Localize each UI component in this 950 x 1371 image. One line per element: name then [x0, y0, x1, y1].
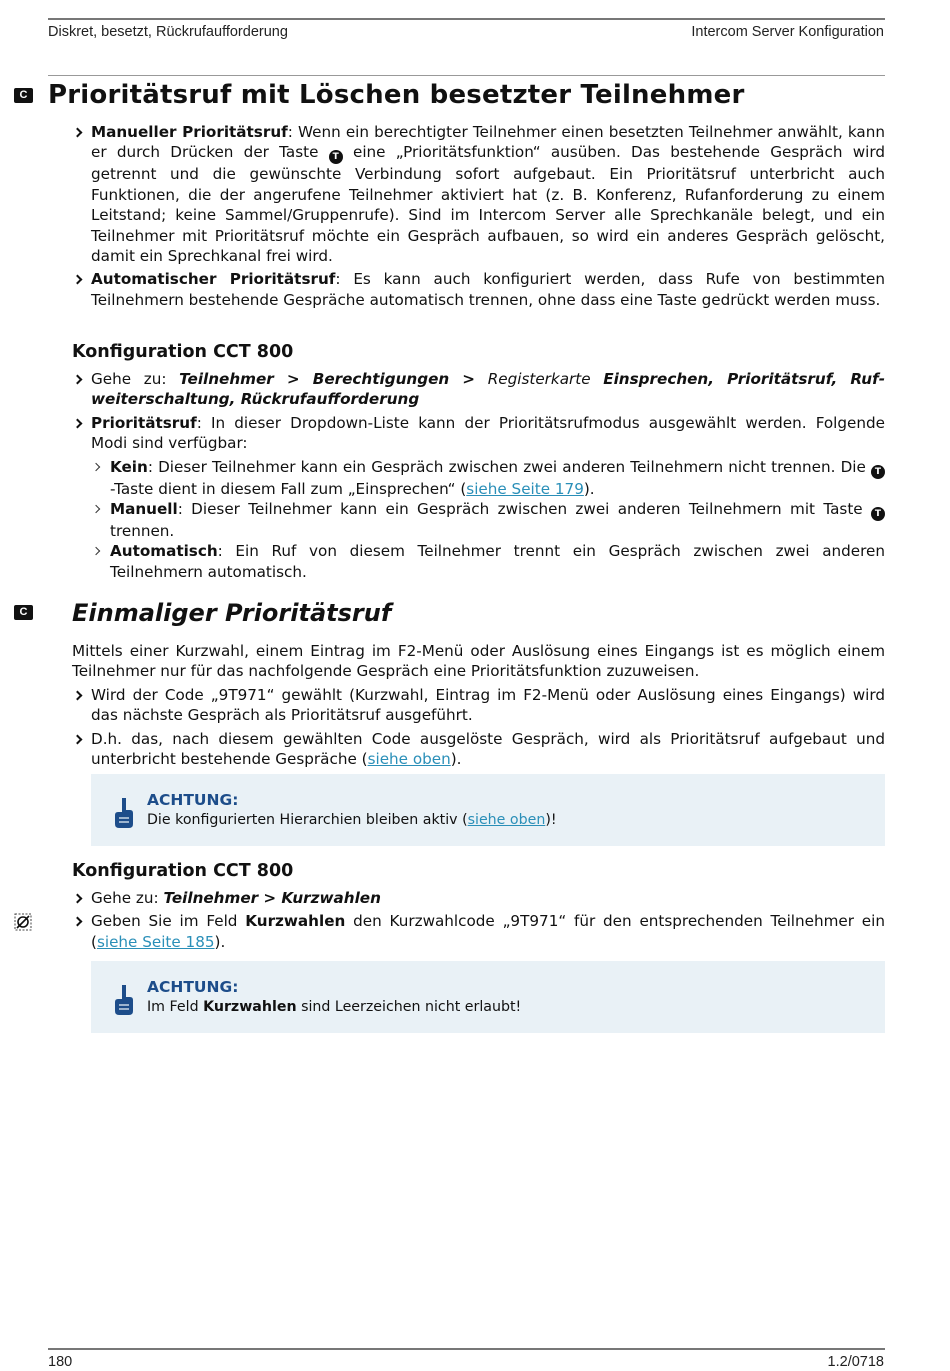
- header-rule: [48, 18, 885, 20]
- list-item: Automatischer Prioritätsruf: Es kann auch konfiguriert werden, dass Rufe von bestimmten Teilnehmern bestehende Gespräche automatisch trennen, ohne dass eine Taste gedrückt werden muss.: [72, 269, 885, 310]
- config1-body: [72, 369, 885, 582]
- config-heading: Konfiguration CCT 800: [72, 861, 294, 881]
- sub-list-item: Kein: Dieser Teilnehmer kann ein Gespräch zwischen zwei anderen Teilnehmern nicht trennen. Die T-Taste dient in diesem Fall zum „Einsprechen“ (siehe Seite 179).: [72, 457, 885, 499]
- link-siehe-oben[interactable]: siehe oben: [367, 750, 451, 769]
- section-title: Prioritätsruf mit Löschen besetzter Teilnehmer: [48, 80, 745, 110]
- sub-list-item: Manuell: Dieser Teilnehmer kann ein Gespräch zwischen zwei anderen Teilnehmern mit Taste T trennen.: [72, 499, 885, 541]
- page-number: 180: [48, 1354, 73, 1370]
- list-item: Geben Sie im Feld Kurzwahlen den Kurzwahlcode „9T971“ für den entsprechenden Teilnehmer ein (siehe Seite 185).: [72, 911, 885, 952]
- config2-body: [72, 888, 885, 955]
- warning-note: [91, 774, 885, 846]
- config-heading: Konfiguration CCT 800: [72, 342, 294, 362]
- section2-body: [72, 641, 885, 772]
- t-key-icon: T: [871, 465, 885, 479]
- list-item: Wird der Code „9T971“ gewählt (Kurzwahl, Eintrag im F2-Menü oder Auslösung eines Eingangs) wird das nächste Gespräch als Prioritätsruf ausgeführt.: [72, 685, 885, 726]
- note-title: ACHTUNG:: [147, 791, 239, 809]
- list-item: Prioritätsruf: In dieser Dropdown-Liste kann der Prioritätsrufmodus ausgewählt werden. Folgende Modi sind verfügbar:: [72, 413, 885, 454]
- link-page-185[interactable]: siehe Seite 185: [96, 932, 215, 951]
- note-text: Die konfigurierten Hierarchien bleiben aktiv (siehe oben)!: [147, 812, 557, 828]
- t-key-icon: T: [329, 150, 343, 164]
- list-item: Gehe zu: Teilnehmer > Kurzwahlen: [72, 888, 885, 908]
- list-item: Manueller Prioritätsruf: Wenn ein berechtigter Teilnehmer einen besetzten Teilnehmer anwählt, kann er durch Drücken der Taste T eine „Prioritätsfunktion“ ausüben. Das bestehende Gespräch wird getrennt und die gewünschte Verbindung sofort aufgebaut. Ein Prioritätsruf unterbricht auch Funktionen, die der angerufene Teilnehmer aktiviert hat (z. B. Konferenz, Rufanforderung zu einem Leitstand; keine Sammel/Gruppenrufe). Sind im Intercom Server alle Sprechkanäle belegt, und ein Teilnehmer mit Prioritätsruf möchte ein Gespräch aufbauen, so wird ein anderes Gespräch gelöscht, damit ein Sprechkanal frei wird.: [72, 122, 885, 266]
- paragraph: Mittels einer Kurzwahl, einem Eintrag im F2-Menü oder Auslösung eines Eingangs ist es möglich einem Teilnehmer nur für das nachfolgende Gespräch eine Prioritätsfunktion zuzuweisen.: [72, 642, 885, 681]
- link-siehe-oben[interactable]: siehe oben: [467, 812, 546, 828]
- header-left: Diskret, besetzt, Rückrufaufforderung: [48, 24, 288, 40]
- header-right: Intercom Server Konfiguration: [691, 24, 884, 40]
- header-divider: [48, 75, 885, 76]
- section-title: Einmaliger Prioritätsruf: [72, 599, 392, 627]
- doc-version: 1.2/0718: [827, 1354, 884, 1370]
- warning-note: [91, 961, 885, 1033]
- section1-body: [72, 122, 885, 313]
- c-marker-icon: C: [14, 88, 33, 103]
- warning-finger-icon: [113, 983, 135, 1017]
- note-title: ACHTUNG:: [147, 978, 239, 996]
- warning-finger-icon: [113, 796, 135, 830]
- c-marker-icon: C: [14, 605, 33, 620]
- list-item: D.h. das, nach diesem gewählten Code ausgelöste Gespräch, wird als Prioritätsruf aufgebaut und unterbricht bestehende Gespräche (siehe oben).: [72, 729, 885, 770]
- note-text: Im Feld Kurzwahlen sind Leerzeichen nicht erlaubt!: [147, 999, 522, 1015]
- footer-rule: [48, 1348, 885, 1350]
- t-key-icon: T: [871, 507, 885, 521]
- no-space-icon: [14, 913, 32, 931]
- list-item: Gehe zu: Teilnehmer > Berechtigungen > Registerkarte Einsprechen, Prioritätsruf, Rufweiterschaltung, Rückrufaufforderung: [72, 369, 885, 410]
- sub-list-item: Automatisch: Ein Ruf von diesem Teilnehmer trennt ein Gespräch zwischen zwei anderen Teilnehmern automatisch.: [72, 541, 885, 582]
- link-page-179[interactable]: siehe Seite 179: [466, 479, 584, 498]
